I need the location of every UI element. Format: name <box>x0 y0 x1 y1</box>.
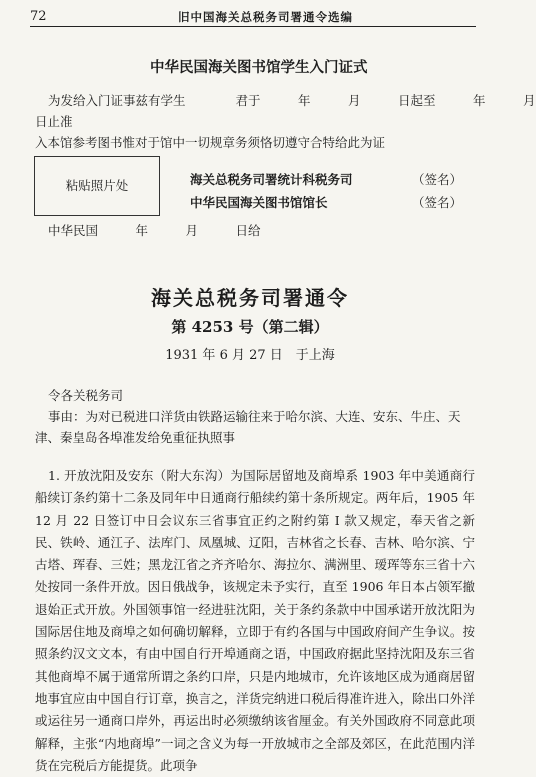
order-paragraph-1: 1. 开放沈阳及安东（附大东沟）为国际居留地及商埠系 1903 年中美通商行船续订条约第十二条及同年中日通商行船续约第十条所规定。两年后，1905 年 12 月 22 日签订中日会议东三省事宜正约之附约第 I 款又规定，奉天省之新民、铁岭、通江子、法库门、凤凰城、辽阳，吉林省之长春、吉林、哈尔滨、宁古塔、珲春、三姓；黑龙江省之齐齐哈尔、海拉尔、满洲里、瑷珲等东三省十六处按同一条件开放。因日俄战争，该规定未予实行，直至 1906 年日本占领军撤退始正式开放。外国领事馆一经进驻沈阳，关于条约条款中中国承诺开放沈阳为国际居住地及商埠之如何确切解释，立即于有约各国与中国政府间产生争议。按照条约汉文文本，有由中国自行开埠通商之语，中国政府据此坚持沈阳及东三省其他商埠不属于通常所谓之条约口岸，只是内地城市，允许该地区成为通商居留地事宜应由中国自行订章，换言之，洋货完纳进口税后得准许进入，除出口外洋或运往另一通商口岸外，再运出时必须缴纳该省厘金。有关外国政府不同意此项解释，主张“内地商埠”一词之含义为每一开放城市之全部及郊区，在此范围内洋货在完税后方能提货。此项争 <box>35 468 475 773</box>
page-header <box>30 8 476 27</box>
order-number: 第 4253 号（第二辑） <box>171 318 329 336</box>
order-date: 1931 年 6 月 27 日 于上海 <box>165 348 335 363</box>
order-title: 海关总税务司署通令 <box>151 286 349 310</box>
certificate-line-3: 入本馆参考图书惟对于馆中一切规章务须恪切遵守合特给此为证 <box>35 135 386 150</box>
order-subject-line-1: 事由：为对已税进口洋货由铁路运输往来于哈尔滨、大连、安东、牛庄、天 <box>48 409 461 424</box>
order-subject-line-2: 津、秦皇岛各埠准发给免重征执照事 <box>35 430 236 445</box>
signature-mark-1: （签名） <box>412 172 463 187</box>
certificate-title: 中华民国海关图书馆学生入门证式 <box>150 59 368 76</box>
signer-library-director: 中华民国海关图书馆馆长 <box>190 195 328 210</box>
photo-label: 粘贴照片处 <box>65 178 129 193</box>
photo-placeholder-box <box>34 156 160 216</box>
certificate-date-line: 中华民国 年 月 日给 <box>48 223 261 238</box>
certificate-line-2: 日止准 <box>35 114 73 129</box>
order-addressee: 令各关税务司 <box>48 388 124 403</box>
signer-customs-statistics: 海关总税务司署统计科税务司 <box>190 172 353 187</box>
running-title: 旧中国海关总税务司署通令选编 <box>178 10 353 24</box>
certificate-line-1: 为发给入门证事兹有学生 君于 年 月 日起至 年 月 <box>48 93 536 108</box>
signature-mark-2: （签名） <box>412 195 463 210</box>
page-number: 72 <box>30 9 47 24</box>
